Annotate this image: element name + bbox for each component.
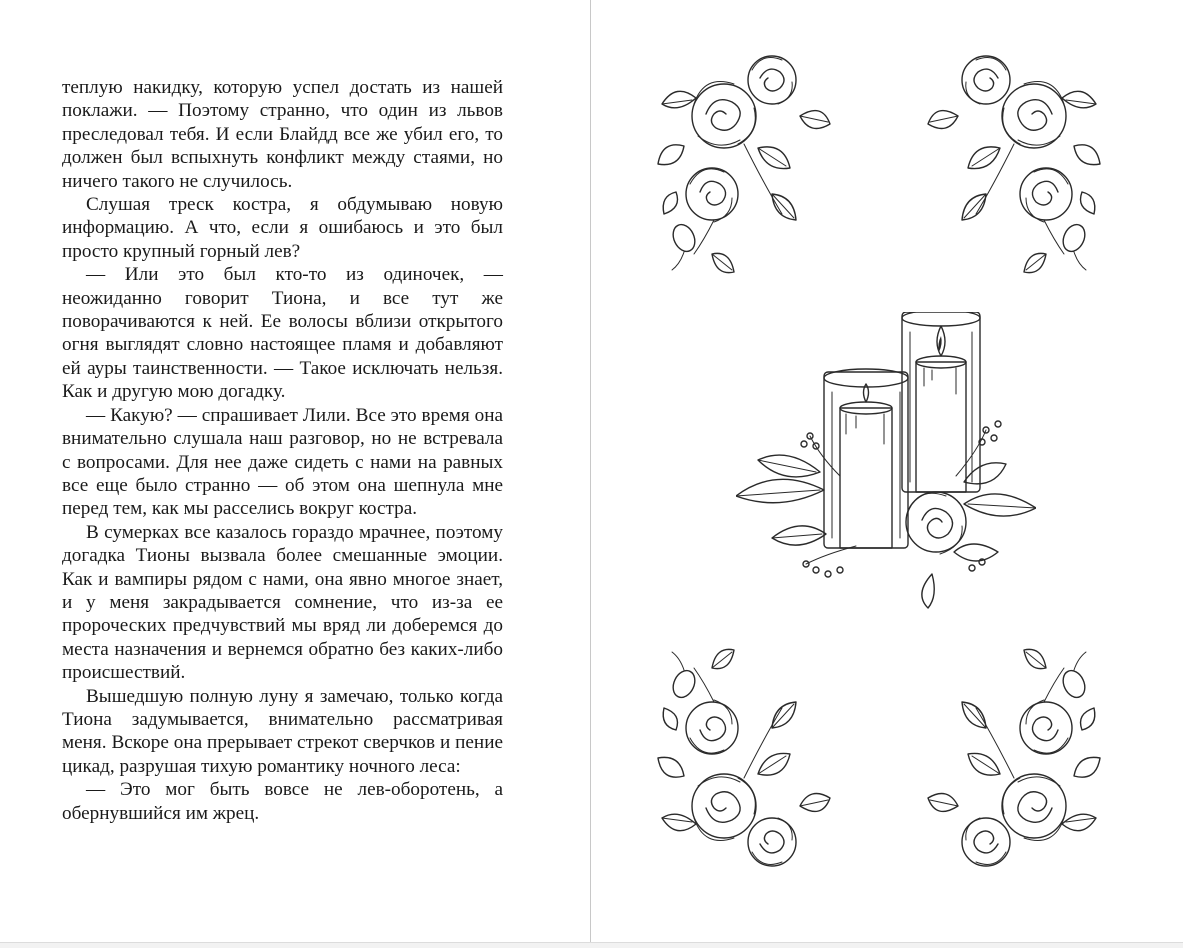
paragraph: — Какую? — спрашивает Лили. Все это время она внимательно слушала наш разговор, но не встревала с вопросами. Для нее даже сидеть с нами на равных все еще было странно — об этом она шепнула мне перед тем, как мы расселись вокруг костра. <box>62 404 503 520</box>
paragraph: В сумерках все казалось гораздо мрачнее, поэтому догадка Тионы вызвала более смешанные эмоции. Как и вампиры рядом с нами, она явно многое знает, и у меня закрадывается сомнение, что из-за ее пророческих предчувствий мы вряд ли доберемся до места назначения и вернемся обратно без каких-либо происшествий. <box>62 521 503 684</box>
paragraph: Вышедшую полную луну я замечаю, только когда Тиона задумывается, внимательно рассматривая меня. Вскоре она прерывает стрекот сверчков и пение цикад, разрушая тихую романтику ночного леса: <box>62 685 503 777</box>
paragraph: — Это мог быть вовсе не лев-оборотень, а обернувшийся им жрец. <box>62 779 503 824</box>
paragraph: — Или это был кто-то из одиночек, — неожиданно говорит Тиона, и все тут же поворачиваются к ней. Ее волосы вблизи открытого огня выглядят словно настоящее пламя и добавляют ей ауры таинственности. — Такое исключать нельзя. Как и другую мою догадку. <box>62 264 503 403</box>
page-gutter <box>590 0 591 947</box>
page-bottom-edge <box>0 942 1183 948</box>
rose-corner-bottom-right <box>926 638 1104 878</box>
paragraph: Слушая треск костра, я обдумываю новую информацию. А что, если я ошибаюсь и это был просто крупный горный лев? <box>62 194 503 262</box>
candles-with-rose-illustration <box>736 312 1036 612</box>
body-text <box>62 76 503 825</box>
rose-corner-top-left <box>654 44 832 284</box>
rose-corner-top-right <box>926 44 1104 284</box>
right-page <box>592 0 1183 947</box>
paragraph: теплую накидку, которую успел достать из нашей поклажи. — Поэтому странно, что один из львов преследовал тебя. И если Блайдд все же убил его, то должен был вспыхнуть конфликт между стаями, но ничего такого не случилось. <box>62 77 503 192</box>
left-page <box>0 0 590 947</box>
rose-corner-bottom-left <box>654 638 832 878</box>
